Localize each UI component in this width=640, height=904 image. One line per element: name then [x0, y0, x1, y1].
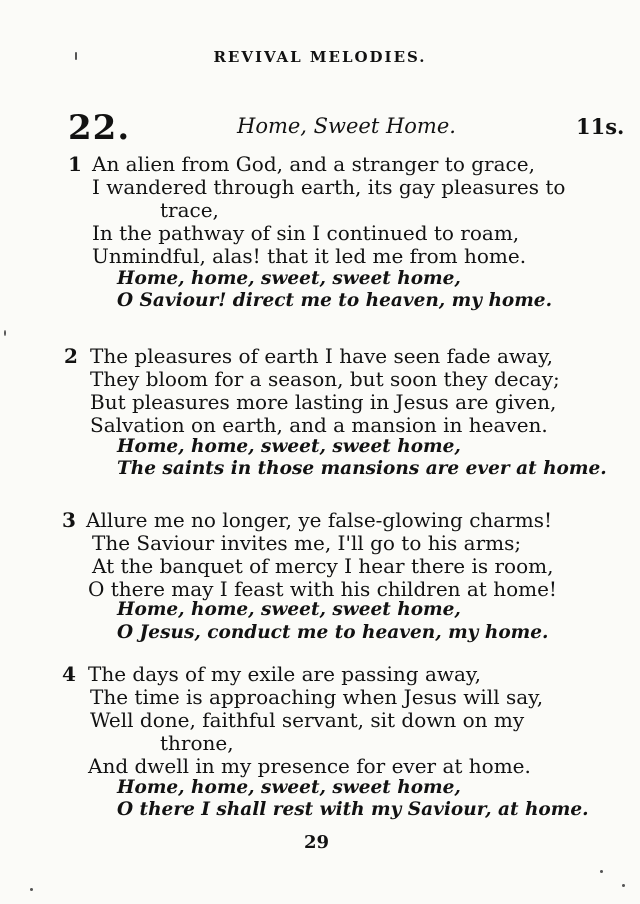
- chorus-line: Home, home, sweet, sweet home,: [117, 436, 461, 457]
- stanza-line: I wandered through earth, its gay pleasures to: [92, 175, 566, 199]
- print-speck: [30, 888, 33, 891]
- hymn-title: Home, Sweet Home.: [237, 114, 456, 138]
- print-speck: [600, 870, 603, 873]
- stanza-number: 1: [68, 152, 82, 176]
- stanza-line: At the banquet of mercy I hear there is room,: [92, 554, 554, 578]
- chorus-line: O Jesus, conduct me to heaven, my home.: [117, 622, 549, 643]
- stanza-line: They bloom for a season, but soon they decay;: [90, 367, 560, 391]
- page-number: 29: [304, 832, 330, 853]
- stanza-number: 3: [62, 508, 76, 532]
- stanza-line: An alien from God, and a stranger to grace,: [92, 152, 535, 176]
- print-speck: [4, 330, 6, 336]
- stanza-line: Well done, faithful servant, sit down on my: [90, 708, 525, 732]
- chorus-line: The saints in those mansions are ever at home.: [117, 458, 607, 479]
- stanza-line: But pleasures more lasting in Jesus are given,: [90, 390, 557, 414]
- chorus-line: O there I shall rest with my Saviour, at home.: [117, 799, 589, 820]
- chorus-line: Home, home, sweet, sweet home,: [117, 777, 461, 798]
- running-head: REVIVAL MELODIES.: [213, 48, 427, 66]
- stanza-line: O there may I feast with his children at home!: [88, 577, 557, 601]
- stanza-line: In the pathway of sin I continued to roam,: [92, 221, 520, 245]
- stanza-line: The time is approaching when Jesus will say,: [90, 685, 544, 709]
- stanza-line: Unmindful, alas! that it led me from home.: [92, 244, 527, 268]
- stanza-line: Allure me no longer, ye false-glowing charms!: [86, 508, 553, 532]
- stanza-number: 2: [64, 344, 78, 368]
- print-speck: [75, 52, 77, 60]
- stanza-number: 4: [62, 662, 76, 686]
- chorus-line: O Saviour! direct me to heaven, my home.: [117, 290, 553, 311]
- stanza-line: The days of my exile are passing away,: [88, 662, 481, 686]
- stanza-line: trace,: [160, 198, 219, 222]
- chorus-line: Home, home, sweet, sweet home,: [117, 599, 461, 620]
- stanza-line: Salvation on earth, and a mansion in heaven.: [90, 413, 548, 437]
- stanza-line: The Saviour invites me, I'll go to his arms;: [92, 531, 522, 555]
- stanza-line: And dwell in my presence for ever at home.: [88, 754, 531, 778]
- chorus-line: Home, home, sweet, sweet home,: [117, 268, 461, 289]
- hymn-number: 22.: [68, 108, 131, 148]
- print-speck: [622, 884, 625, 887]
- stanza-line: throne,: [160, 731, 234, 755]
- stanza-line: The pleasures of earth I have seen fade away,: [90, 344, 553, 368]
- hymn-meter: 11s.: [576, 114, 625, 139]
